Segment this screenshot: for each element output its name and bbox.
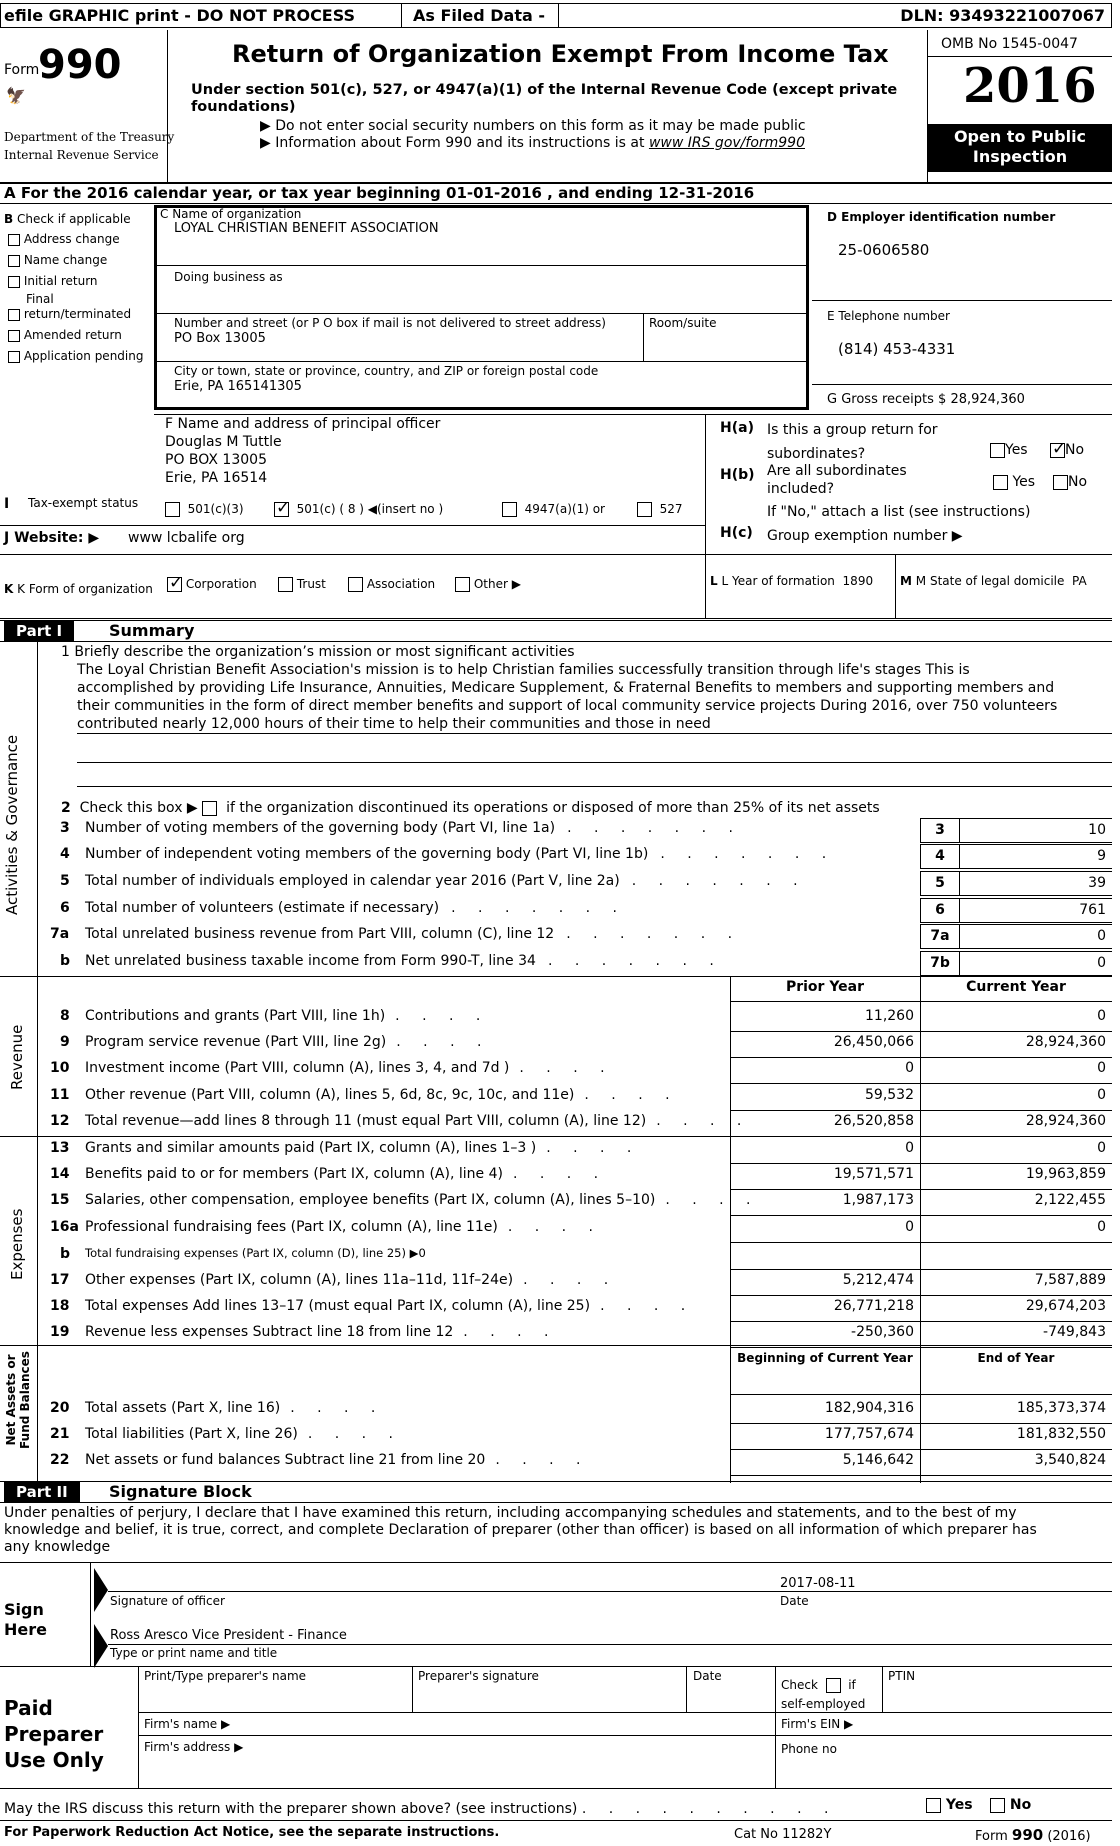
gov-row-value: 10 [960,818,1112,843]
rev-row [0,1032,1112,1058]
check-if-applicable: B Check if applicable [4,212,131,226]
hb-no-option[interactable]: No [1053,474,1087,490]
form-subtitle-1: Under section 501(c), 527, or 4947(a)(1) of the Internal Revenue Code (except private [191,82,898,98]
ha-no-option[interactable]: ✓ No [1050,442,1084,458]
hb-note: If "No," attach a list (see instructions) [767,504,1031,520]
gov-row-label: Total unrelated business revenue from Part VIII, column (C), line 12 . . . . . . . [85,926,742,942]
exp-row-prior: 19,571,571 [833,1166,914,1182]
rev-row-label: Other revenue (Part VIII, column (A), lines 5, 6d, 8c, 9c, 10c, and 11e) . . . . [85,1087,679,1103]
exp-row [0,1138,1112,1164]
hb-yes-option[interactable]: Yes [993,474,1035,490]
exp-row [0,1270,1112,1296]
hc-text: Group exemption number ▶ [767,528,963,544]
col-beginning-year: Beginning of Current Year [737,1351,913,1365]
phone-no-label: Phone no [781,1742,837,1756]
rev-row [0,1111,1112,1137]
gov-row-number: 4 [60,846,70,862]
4947-checkbox[interactable] [502,502,517,517]
col-end-year: End of Year [977,1351,1055,1365]
irs-discuss-question: May the IRS discuss this return with the preparer shown above? (see instructions) . . . . . . . . . . [4,1801,838,1817]
form-number: 990 [38,42,122,88]
address-change-checkbox[interactable] [8,234,20,246]
rev-row-label: Investment income (Part VIII, column (A), lines 3, 4, and 7d ) . . . . [85,1060,614,1076]
gov-row-label: Net unrelated business taxable income from Form 990-T, line 34 . . . . . . . [85,953,723,969]
exp-row-current: 0 [1097,1219,1106,1235]
phone-label: E Telephone number [827,309,950,323]
501c-option[interactable]: ✓ 501(c) ( 8 ) ◀(insert no ) [274,502,443,517]
discuss-yes-checkbox[interactable] [926,1798,941,1813]
exp-row-label: Benefits paid to or for members (Part IX, column (A), line 4) . . . . [85,1166,608,1182]
ha-label: H(a) [720,420,754,436]
preparer-signature-label: Preparer's signature [418,1669,539,1683]
net-row-label: Total liabilities (Part X, line 26) . . . . [85,1426,402,1442]
officer-addr2: Erie, PA 16514 [165,470,268,486]
line2: 2 Check this box ▶ if the organization discontinued its operations or disposed of more than 25% of its net assets [61,800,880,816]
year-formation: L L Year of formation 1890 [710,574,874,588]
exp-row-prior: 5,212,474 [842,1272,914,1288]
rev-row-number: 10 [50,1060,70,1076]
gov-row-label: Number of independent voting members of the governing body (Part VI, line 1b) . . . . . . . [85,846,836,862]
i-label: I [4,496,10,512]
association-option[interactable]: Association [348,577,435,592]
ein-label: D Employer identification number [827,210,1056,224]
department-line1: Department of the Treasury [4,130,175,144]
exp-row-number: 19 [50,1324,70,1340]
net-row [0,1424,1112,1450]
self-employed-check[interactable]: Check if [781,1678,856,1692]
side-label-net-assets: Net Assets or Fund Balances [4,1351,32,1449]
discuss-no-option[interactable]: No [990,1797,1031,1813]
net-row-number: 20 [50,1400,70,1416]
discuss-yes-option[interactable]: Yes [926,1797,973,1813]
ha-no-checkbox[interactable] [1050,443,1065,458]
gov-row-value: 0 [960,924,1112,949]
name-change-checkbox[interactable] [8,255,20,267]
city-value: Erie, PA 165141305 [174,379,302,394]
tax-year-line: A For the 2016 calendar year, or tax year beginning 01-01-2016 , and ending 12-31-2016 [4,184,755,202]
state-domicile: M M State of legal domicile PA [900,574,1087,588]
eagle-icon: 🦅 [6,86,26,105]
rev-row-prior: 26,450,066 [833,1034,914,1050]
open-to-public-badge: Open to Public Inspection [928,124,1112,172]
gov-row-box: 7b [920,951,960,976]
dln-label: DLN: 93493221007067 [900,6,1105,25]
hb-yes-checkbox[interactable] [993,475,1008,490]
city-label: City or town, state or province, country, and ZIP or foreign postal code [174,364,599,378]
gov-row-value: 761 [960,898,1112,923]
hc-label: H(c) [720,525,753,541]
hb-text2: included? [767,481,835,497]
exp-row [0,1244,1112,1270]
exp-row-prior: 0 [905,1219,914,1235]
as-filed-label: As Filed Data - [413,6,545,25]
dba-label: Doing business as [174,270,283,284]
room-label: Room/suite [649,316,717,330]
side-label-governance: Activities & Governance [3,734,21,915]
amended-return-check[interactable]: Amended return [8,328,122,342]
initial-return-checkbox[interactable] [8,276,20,288]
firm-address-label: Firm's address ▶ [144,1740,244,1754]
501c3-option[interactable]: 501(c)(3) [165,502,244,517]
paperwork-notice: For Paperwork Reduction Act Notice, see the separate instructions. [4,1825,500,1840]
form-subtitle-2: foundations) [191,99,296,115]
ssn-note: ▶ Do not enter social security numbers on this form as it may be made public [260,118,806,134]
gov-row-value: 9 [960,844,1112,869]
527-option[interactable]: 527 [637,502,683,517]
website-label: J Website: ▶ [4,530,100,546]
ein-value: 25-0606580 [838,241,930,259]
part2-title: Signature Block [109,1482,252,1501]
gov-row-number: 5 [60,873,70,889]
org-name: LOYAL CHRISTIAN BENEFIT ASSOCIATION [174,221,439,236]
exp-row-label: Other expenses (Part IX, column (A), lines 11a–11d, 11f–24e) . . . . [85,1272,618,1288]
discontinued-checkbox[interactable] [202,801,217,816]
form-title: Return of Organization Exempt From Income Tax [232,40,889,68]
net-row-number: 21 [50,1426,70,1442]
org-name-label: C Name of organization [160,207,302,221]
other-checkbox[interactable] [455,577,470,592]
rev-row-number: 12 [50,1113,70,1129]
exp-row-label: Grants and similar amounts paid (Part IX, column (A), lines 1–3 ) . . . . [85,1140,641,1156]
signature-date: 2017-08-11 [780,1576,856,1591]
form-of-org-label: K K Form of organization [4,582,153,596]
gov-row-value: 39 [960,871,1112,896]
net-row-current: 185,373,374 [1016,1400,1106,1416]
phone-value: (814) 453-4331 [838,340,956,358]
department-line2: Internal Revenue Service [4,148,159,162]
gov-row-box: 7a [920,924,960,949]
penalty-text: Under penalties of perjury, I declare that I have examined this return, including accompanying schedules and statements, and to the best of my knowledge and belief, it is true, correct, and complete Declaration of preparer (other than officer) is based on all information of which preparer has any knowledge [4,1505,1037,1555]
exp-row-current: 2,122,455 [1034,1192,1106,1208]
part1-tag: Part I [4,621,74,641]
trust-checkbox[interactable] [278,577,293,592]
initial-return-check[interactable]: Initial return [8,274,98,288]
gov-row-number: 6 [60,900,70,916]
net-row-current: 3,540,824 [1034,1452,1106,1468]
gov-row-label: Number of voting members of the governing body (Part VI, line 1a) . . . . . . . [85,820,742,836]
exp-row-prior: -250,360 [851,1324,914,1340]
exp-row [0,1190,1112,1216]
gov-row-number: 3 [60,820,70,836]
exp-row-label: Revenue less expenses Subtract line 18 from line 12 . . . . [85,1324,558,1340]
col-current-year: Current Year [966,979,1066,995]
paid-preparer-label: Paid Preparer Use Only [4,1696,104,1772]
ptin-label: PTIN [888,1669,916,1683]
gov-row-label: Total number of individuals employed in calendar year 2016 (Part V, line 2a) . . . . . . . [85,873,807,889]
exp-row-prior: 26,771,218 [833,1298,914,1314]
officer-addr1: PO BOX 13005 [165,452,267,468]
gov-row-number: 7a [50,926,70,942]
part1-title: Summary [109,621,195,640]
exp-row-label: Total fundraising expenses (Part IX, column (D), line 25) ▶0 [85,1246,426,1260]
rev-row-prior: 26,520,858 [833,1113,914,1129]
tax-exempt-status-label: Tax-exempt status [28,496,139,510]
trust-option[interactable]: Trust [278,577,326,592]
4947-option[interactable]: 4947(a)(1) or [502,502,605,517]
exp-row [0,1296,1112,1322]
sign-arrow-1 [94,1568,108,1612]
final-return-check[interactable]: return/terminated [8,307,131,321]
exp-row-prior: 0 [905,1140,914,1156]
net-row [0,1450,1112,1476]
ha-yes-checkbox[interactable] [990,443,1005,458]
gov-row-box: 6 [920,898,960,923]
gov-row [0,873,1112,899]
exp-row-label: Professional fundraising fees (Part IX, column (A), line 11e) . . . . [85,1219,602,1235]
officer-title-label: Type or print name and title [110,1646,278,1660]
gross-receipts: G Gross receipts $ 28,924,360 [827,392,1025,407]
gov-row-number: b [60,953,71,969]
exp-row-current: 19,963,859 [1025,1166,1106,1182]
exp-row-label: Salaries, other compensation, employee benefits (Part IX, column (A), lines 5–10) . . . . [85,1192,760,1208]
self-employed-checkbox[interactable] [826,1678,841,1693]
exp-row-number: 18 [50,1298,70,1314]
other-option[interactable]: Other ▶ [455,577,521,592]
final-return-checkbox[interactable] [8,309,20,321]
rev-row-label: Contributions and grants (Part VIII, line 1h) . . . . [85,1008,490,1024]
rev-row [0,1085,1112,1111]
gov-row [0,820,1112,846]
hb-text1: Are all subordinates [767,463,907,479]
exp-row-label: Total expenses Add lines 13–17 (must equal Part IX, column (A), line 25) . . . . [85,1298,695,1314]
amended-return-checkbox[interactable] [8,330,20,342]
net-row-label: Total assets (Part X, line 16) . . . . [85,1400,385,1416]
rev-row-prior: 11,260 [865,1008,914,1024]
address-change-check[interactable]: Address change [8,232,120,246]
rev-row-prior: 0 [905,1060,914,1076]
efile-label: efile GRAPHIC print - DO NOT PROCESS [4,6,356,25]
ha-text1: Is this a group return for [767,422,938,438]
omb-number: OMB No 1545-0047 [941,36,1078,52]
exp-row-number: 17 [50,1272,70,1288]
gov-row-label: Total number of volunteers (estimate if necessary) . . . . . . . [85,900,626,916]
rev-row-current: 0 [1097,1087,1106,1103]
net-row-prior: 5,146,642 [842,1452,914,1468]
exp-row-number: 14 [50,1166,70,1182]
net-row-prior: 177,757,674 [824,1426,914,1442]
net-row-current: 181,832,550 [1016,1426,1106,1442]
exp-row-current: 7,587,889 [1034,1272,1106,1288]
corporation-option[interactable]: ✓ Corporation [167,577,257,592]
final-return-label: Final [26,292,54,306]
side-label-expenses: Expenses [8,1208,26,1280]
website-value[interactable]: www lcbalife org [128,530,245,546]
application-pending-checkbox[interactable] [8,351,20,363]
discuss-no-checkbox[interactable] [990,1798,1005,1813]
col-prior-year: Prior Year [785,979,865,995]
cat-number: Cat No 11282Y [734,1827,832,1842]
exp-row [0,1217,1112,1243]
hb-no-checkbox[interactable] [1053,475,1068,490]
net-row-prior: 182,904,316 [824,1400,914,1416]
rev-row-current: 0 [1097,1008,1106,1024]
rev-row-label: Total revenue—add lines 8 through 11 (must equal Part VIII, column (A), line 12) . . . . [85,1113,751,1129]
street-value: PO Box 13005 [174,331,266,346]
gov-row-box: 4 [920,844,960,869]
rev-row-current: 28,924,360 [1025,1034,1106,1050]
gov-row-box: 5 [920,871,960,896]
exp-row [0,1164,1112,1190]
exp-row-current: -749,843 [1043,1324,1106,1340]
net-row-label: Net assets or fund balances Subtract line 21 from line 20 . . . . [85,1452,590,1468]
rev-row-prior: 59,532 [865,1087,914,1103]
self-employed-label: self-employed [781,1697,866,1711]
side-label-revenue: Revenue [8,1024,26,1090]
exp-row-number: 16a [50,1219,79,1235]
association-checkbox[interactable] [348,577,363,592]
firm-ein-label: Firm's EIN ▶ [781,1717,854,1731]
sign-here: Sign Here [4,1600,47,1639]
line1-label: 1 Briefly describe the organization’s mission or most significant activities [61,644,575,660]
gov-row-box: 3 [920,818,960,843]
preparer-name-label: Print/Type preparer's name [144,1669,307,1683]
rev-row-number: 8 [60,1008,70,1024]
ha-text2: subordinates? [767,446,866,462]
gov-row [0,926,1112,952]
sign-arrow-2 [94,1624,108,1668]
form-footer: Form 990 (2016) [975,1826,1091,1844]
corporation-checkbox[interactable] [167,577,182,592]
exp-row-current: 0 [1097,1140,1106,1156]
rev-row-number: 11 [50,1087,70,1103]
application-pending-check[interactable]: Application pending [8,349,143,363]
exp-row-current: 29,674,203 [1025,1298,1106,1314]
signature-label: Signature of officer [110,1594,225,1608]
mission-text: The Loyal Christian Benefit Association's mission is to help Christian families successfully transition through life's stages This is accomplished by providing Life Insurance, Annuities, Medicare Supplement, & Fraternal Benefits to members and supporting members and their communities in the form of direct member benefits and support of local community service projects During 2016, over 750 volunteers contributed nearly 12,000 hours of their time to help their communities and those in need [77,662,1058,732]
rev-row [0,1006,1112,1032]
net-row [0,1398,1112,1424]
officer-name: Douglas M Tuttle [165,434,282,450]
501c3-checkbox[interactable] [165,502,180,517]
501c-checkbox[interactable] [274,502,289,517]
exp-row-number: 13 [50,1140,70,1156]
irs-link[interactable]: www IRS gov/form990 [648,135,805,151]
exp-row-prior: 1,987,173 [842,1192,914,1208]
preparer-date-label: Date [693,1669,722,1683]
net-row-number: 22 [50,1452,70,1468]
rev-row [0,1058,1112,1084]
rev-row-number: 9 [60,1034,70,1050]
gov-row [0,846,1112,872]
principal-officer-label: F Name and address of principal officer [165,416,441,432]
officer-name-title: Ross Aresco Vice President - Finance [110,1628,347,1643]
part2-tag: Part II [4,1482,80,1502]
form-word: Form [4,62,40,78]
rev-row-label: Program service revenue (Part VIII, line 2g) . . . . [85,1034,491,1050]
exp-row-number: b [60,1246,71,1262]
exp-row-number: 15 [50,1192,70,1208]
street-label: Number and street (or P O box if mail is not delivered to street address) [174,316,606,330]
rev-row-current: 0 [1097,1060,1106,1076]
gov-row-value: 0 [960,951,1112,976]
name-change-check[interactable]: Name change [8,253,107,267]
527-checkbox[interactable] [637,502,652,517]
ha-yes-option[interactable]: Yes [990,442,1028,458]
hb-label: H(b) [720,467,755,483]
gov-row [0,900,1112,926]
tax-year: 2016 [963,58,1097,114]
info-note: ▶ Information about Form 990 and its instructions is at www IRS gov/form990 [260,135,805,151]
rev-row-current: 28,924,360 [1025,1113,1106,1129]
firm-name-label: Firm's name ▶ [144,1717,231,1731]
date-label: Date [780,1594,809,1608]
top-bar [0,3,1112,28]
